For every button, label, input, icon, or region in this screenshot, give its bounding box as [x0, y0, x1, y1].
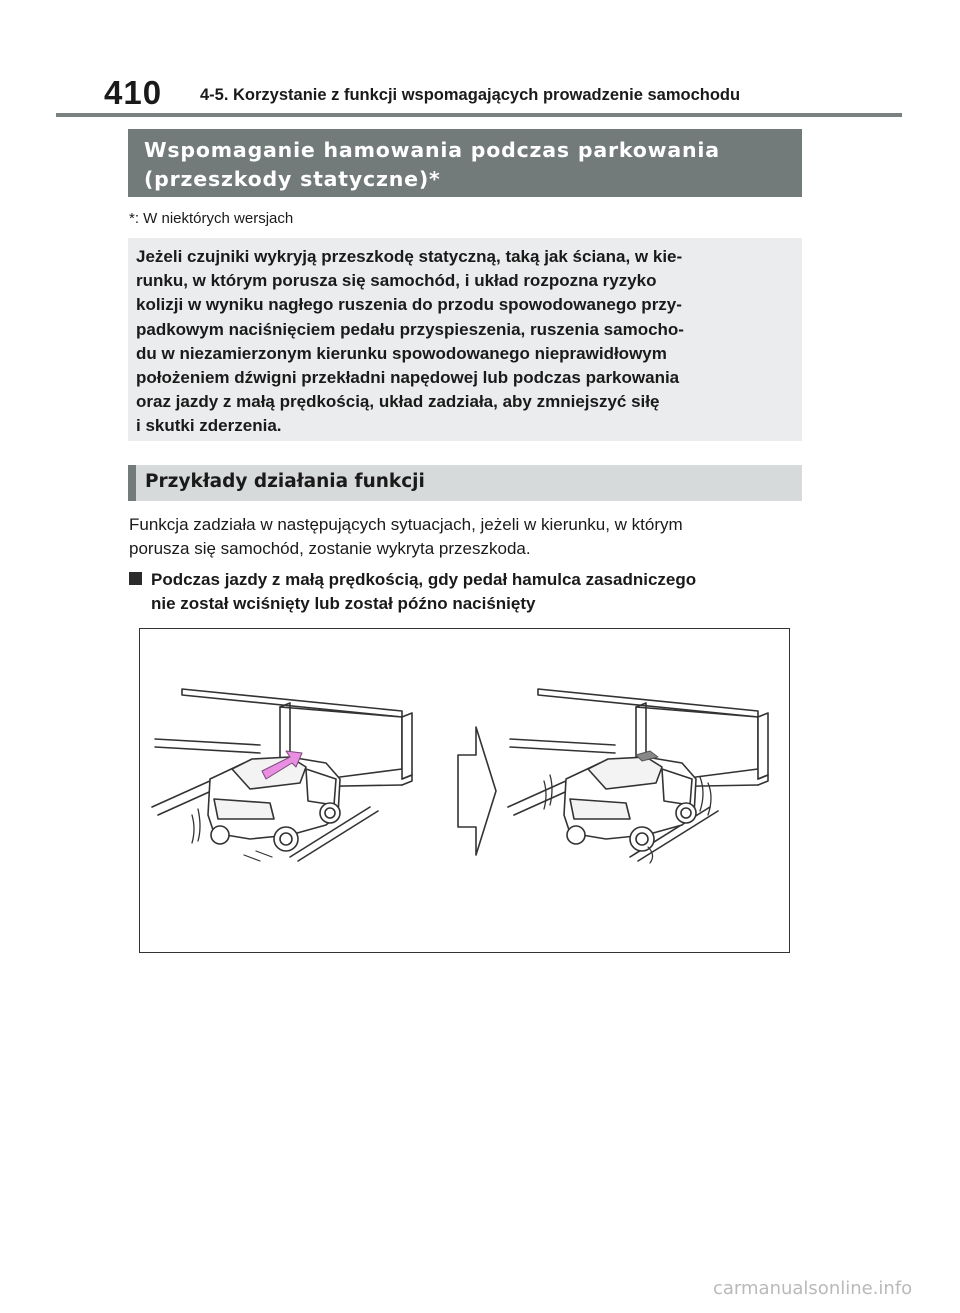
- header-divider: [56, 113, 902, 117]
- footnote: *: W niektórych wersjach: [129, 210, 294, 227]
- intro-box: [128, 238, 802, 441]
- transition-arrow-icon: [458, 727, 496, 855]
- page-number: 410: [104, 74, 163, 111]
- chapter-title: 4-5. Korzystanie z funkcji wspomagających prowadzenie samochodu: [200, 86, 741, 104]
- body-paragraph: Funkcja zadziała w następujących sytuacjach, jeżeli w kierunku, w którym porusza się samochód, zostanie wykryta przeszkoda.: [129, 515, 683, 558]
- bullet-text: Podczas jazdy z małą prędkością, gdy pedał hamulca zasadniczego nie został wciśnięty lub został późno naciśnięty: [151, 570, 697, 613]
- illustration-figure: [139, 628, 790, 953]
- panel-left-car-approaching-wall: [152, 689, 412, 861]
- section-title: Wspomaganie hamowania podczas parkowania (przeszkody statyczne)*: [128, 129, 802, 197]
- watermark: carmanualsonline.info: [713, 1278, 913, 1299]
- intro-text: Jeżeli czujniki wykryją przeszkodę statyczną, taką jak ściana, w kie- runku, w którym porusza się samochód, i układ rozpozna ryzyko kolizji w wyniku nagłego ruszenia do przodu spowodowanego przy- padkowym naciśnięciem pedału przyspieszenia, ruszenia samocho- du w niezamierzonym kierunku spowodowanego nieprawidłowym położeniem dźwigni przekładni napędowej lub podczas parkowania oraz jazdy z małą prędkością, układ zadziała, aby zmniejszyć siłę i skutki zderzenia.: [136, 247, 684, 436]
- square-bullet-icon: [129, 572, 142, 585]
- subsection-title: Przykłady działania funkcji: [128, 465, 802, 501]
- panel-right-car-braking-at-wall: [508, 689, 768, 863]
